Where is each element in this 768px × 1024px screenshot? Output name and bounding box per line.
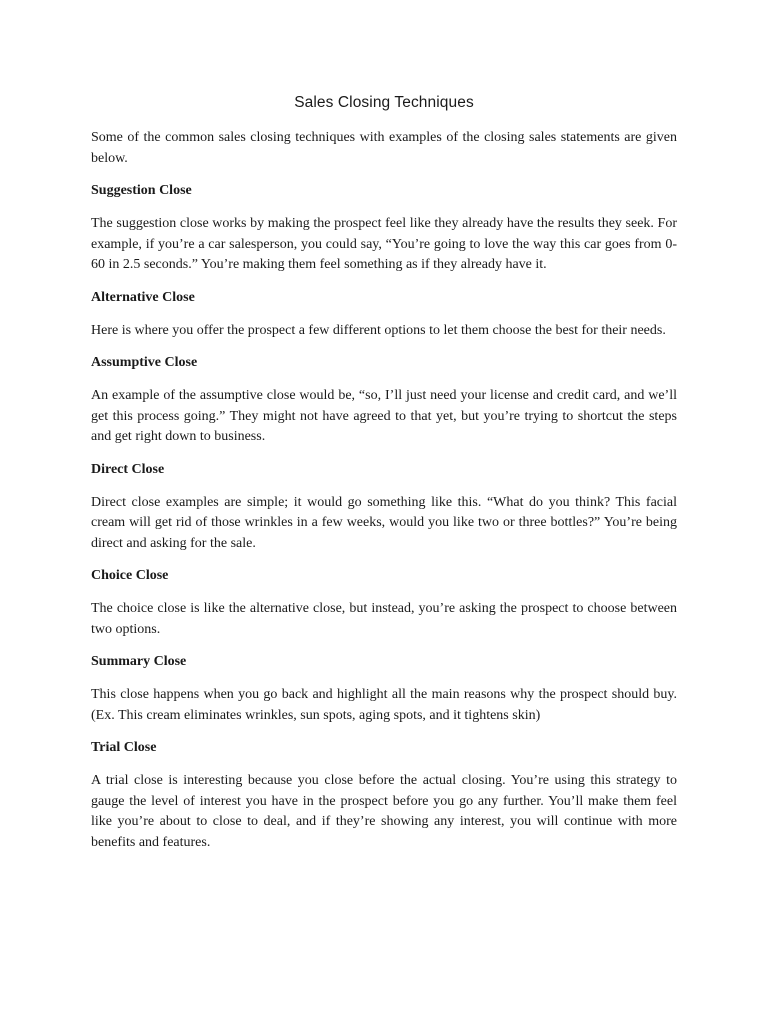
section-heading: Direct Close	[91, 461, 165, 477]
section-choice-close	[91, 566, 677, 640]
section-trial-close	[91, 738, 677, 853]
section-suggestion-close	[91, 181, 677, 276]
section-alternative-close	[91, 288, 677, 342]
section-direct-close	[91, 460, 677, 555]
section-body: This close happens when you go back and highlight all the main reasons why the prospect should buy. (Ex. This cream eliminates wrinkles, sun spots, aging spots, and it tightens skin)	[91, 687, 677, 723]
document-content	[91, 92, 677, 865]
section-heading: Choice Close	[91, 568, 169, 583]
section-body: A trial close is interesting because you close before the actual closing. You’re using this strategy to gauge the level of interest you have in the prospect before you go any further. You’ll make them feel like you’re about to close to deal, and if they’re showing any interest, you will continue with more benefits and features.	[91, 773, 677, 850]
section-assumptive-close	[91, 353, 677, 448]
section-body: Here is where you offer the prospect a few different options to let them choose the best for their needs.	[91, 322, 666, 338]
section-heading: Assumptive Close	[91, 355, 198, 370]
section-summary-close	[91, 652, 677, 726]
section-body: The suggestion close works by making the prospect feel like they already have the results they seek. For example, if you’re a car salesperson, you could say, “You’re going to love the way this car goes from 0-60 in 2.5 seconds.” You’re making them feel something as if they already have it.	[91, 216, 677, 272]
section-heading: Summary Close	[91, 654, 187, 669]
section-body: Direct close examples are simple; it would go something like this. “What do you think? This facial cream will get rid of those wrinkles in a few weeks, would you like two or three bottles?” You’re being direct and asking for the sale.	[91, 494, 677, 551]
section-body: An example of the assumptive close would be, “so, I’ll just need your license and credit card, and we’ll get this process going.” They might not have agreed to that yet, but you’re trying to shortcut the steps and get right down to business.	[91, 388, 677, 444]
section-heading: Trial Close	[91, 740, 157, 755]
page-title: Sales Closing Techniques	[294, 94, 474, 111]
section-body: The choice close is like the alternative close, but instead, you’re asking the prospect to choose between two options.	[91, 601, 677, 637]
section-heading: Alternative Close	[91, 289, 195, 305]
section-heading: Suggestion Close	[91, 183, 192, 198]
intro-paragraph: Some of the common sales closing techniques with examples of the closing sales statements are given below.	[91, 130, 677, 166]
